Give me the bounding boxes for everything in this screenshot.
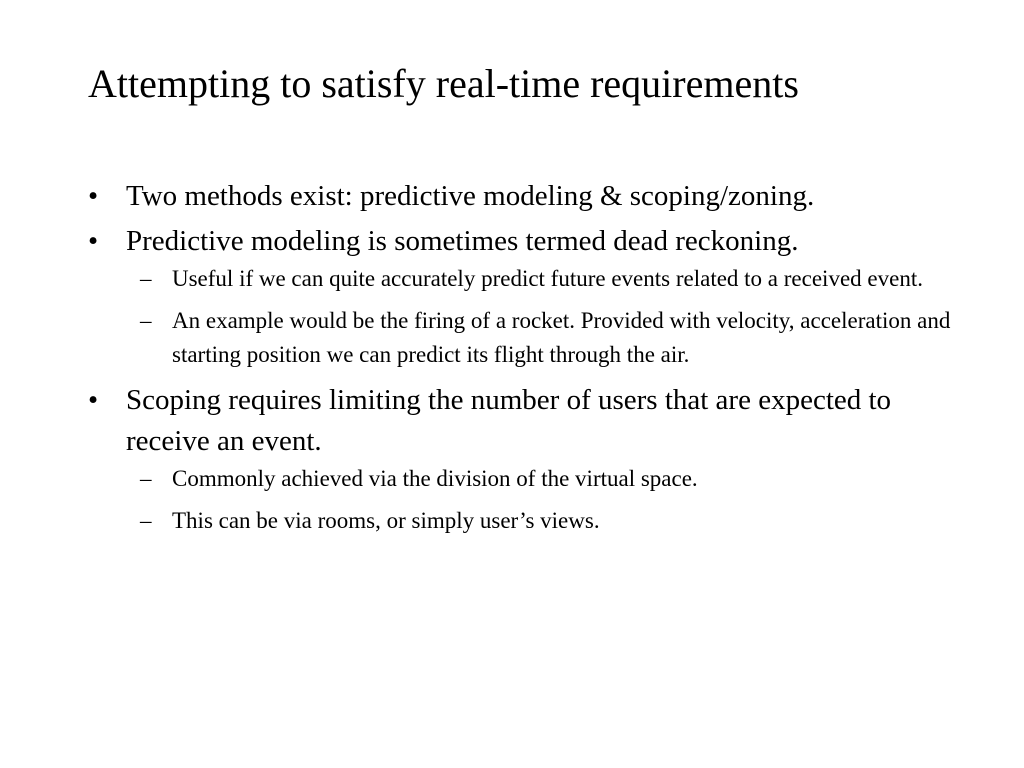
sub-bullet-marker: – bbox=[140, 308, 152, 333]
bullet-text: Two methods exist: predictive modeling & scoping/zoning. bbox=[126, 180, 815, 212]
bullet-text: Scoping requires limiting the number of users that are expected to receive an event. bbox=[126, 384, 892, 457]
sub-bullet-item bbox=[126, 262, 968, 296]
sub-bullet-marker: – bbox=[140, 508, 152, 533]
sub-bullet-item bbox=[126, 304, 968, 372]
sub-bullet-item bbox=[126, 462, 968, 496]
sub-bullet-text: This can be via rooms, or simply user’s views. bbox=[172, 508, 600, 533]
sub-bullet-list bbox=[126, 262, 968, 372]
sub-bullet-text: Useful if we can quite accurately predict future events related to a received event. bbox=[172, 266, 923, 291]
bullet-item bbox=[88, 221, 968, 372]
sub-bullet-marker: – bbox=[140, 466, 152, 491]
bullet-marker: • bbox=[88, 180, 99, 212]
bullet-item bbox=[88, 380, 968, 538]
sub-bullet-text: Commonly achieved via the division of the virtual space. bbox=[172, 466, 698, 491]
slide-title: Attempting to satisfy real-time requirements bbox=[88, 61, 799, 106]
bullet-text: Predictive modeling is sometimes termed dead reckoning. bbox=[126, 225, 799, 257]
bullet-marker: • bbox=[88, 225, 99, 257]
sub-bullet-list bbox=[126, 462, 968, 538]
sub-bullet-item bbox=[126, 504, 968, 538]
sub-bullet-text: An example would be the firing of a rocket. Provided with velocity, acceleration and starting position we can predict its flight through the air. bbox=[172, 308, 951, 367]
bullet-marker: • bbox=[88, 384, 99, 416]
sub-bullet-marker: – bbox=[140, 266, 152, 291]
bullet-list bbox=[88, 176, 968, 546]
bullet-item bbox=[88, 176, 968, 217]
